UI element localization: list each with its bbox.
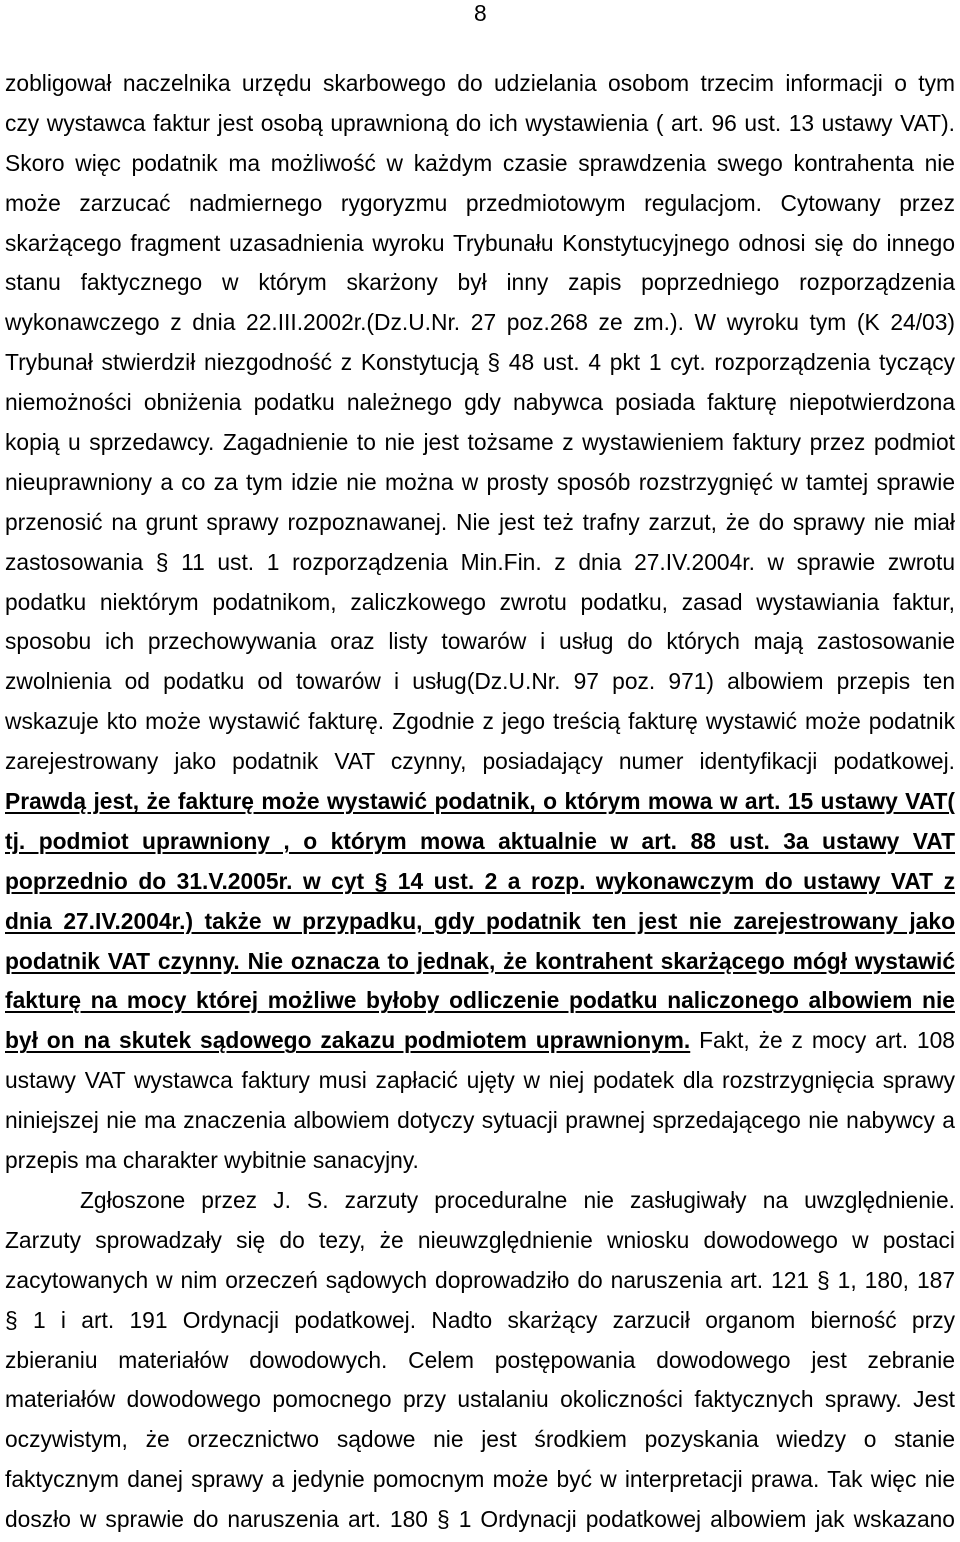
text-line: stanu faktycznego w którym skarżony był inny zapis poprzedniego rozporządzenia	[5, 269, 955, 296]
text-line: zarejestrowany jako podatnik VAT czynny, posiadający numer identyfikacji podatkowej.	[5, 748, 955, 775]
text-line: zbieraniu materiałów dowodowych. Celem postępowania dowodowego jest zebranie	[5, 1346, 955, 1373]
emphasized-text-line: fakturę na mocy której możliwe byłoby odliczenie podatku naliczonego albowiem nie	[5, 987, 955, 1014]
emphasized-text-line: Prawdą jest, że fakturę może wystawić podatnik, o którym mowa w art. 15 ustawy VAT(	[5, 788, 955, 815]
text-line: Trybunał stwierdził niezgodność z Konstytucją § 48 ust. 4 pkt 1 cyt. rozporządzenia tyczący	[5, 349, 955, 376]
text-line: sposobu ich przechowywania oraz listy towarów i usług do których mają zastosowanie	[5, 628, 955, 655]
text-line: skarżącego fragment uzasadnienia wyroku Trybunału Konstytucyjnego odnosi się do innego	[5, 229, 955, 256]
text-line: wykonawczego z dnia 22.III.2002r.(Dz.U.Nr. 27 poz.268 ze zm.). W wyroku tym (K 24/03)	[5, 309, 955, 336]
text-line: przenosić na grunt sprawy rozpoznawanej. Nie jest też trafny zarzut, że do sprawy nie miał	[5, 508, 955, 535]
text-line: podatku niektórym podatnikom, zaliczkowego zwrotu podatku, zasad wystawiania faktur,	[5, 588, 955, 615]
text-line: zastosowania § 11 ust. 1 rozporządzenia Min.Fin. z dnia 27.IV.2004r. w sprawie zwrotu	[5, 548, 955, 575]
paragraph-start-line: Zgłoszone przez J. S. zarzuty proceduralne nie zasługiwały na uwzględnienie.	[80, 1186, 955, 1213]
text-line: zwolnienia od podatku od towarów i usług(Dz.U.Nr. 97 poz. 971) albowiem przepis ten	[5, 668, 955, 695]
emphasized-text: był on na skutek sądowego zakazu podmiotem uprawnionym.	[5, 1027, 691, 1054]
text-line: niniejszej nie ma znaczenia albowiem dotyczy sytuacji prawnej sprzedającego nie nabywcy a	[5, 1107, 955, 1134]
text-line: nieuprawniony a co za tym idzie nie można w prosty sposób rozstrzygnięć w tamtej sprawie	[5, 468, 955, 495]
text-line: zobligował naczelnika urzędu skarbowego do udzielania osobom trzecim informacji o tym	[5, 70, 955, 96]
emphasized-text-line: dnia 27.IV.2004r.) także w przypadku, gdy podatnik ten jest nie zarejestrowany jako	[5, 907, 955, 934]
text-segment: Fakt, że z mocy art. 108	[699, 1027, 955, 1054]
text-line: czy wystawca faktur jest osobą uprawnioną do ich wystawienia ( art. 96 ust. 13 ustawy VAT).	[5, 109, 955, 136]
text-line: niemożności obniżenia podatku należnego gdy nabywca posiada fakturę niepotwierdzona	[5, 389, 955, 416]
page-number: 8	[474, 0, 487, 26]
text-line: wskazuje kto może wystawić fakturę. Zgodnie z jego treścią fakturę wystawić może podatnik	[5, 708, 955, 735]
text-line: Skoro więc podatnik ma możliwość w każdym czasie sprawdzenia swego kontrahenta nie	[5, 149, 955, 176]
emphasized-text-line: tj. podmiot uprawniony , o którym mowa aktualnie w art. 88 ust. 3a ustawy VAT	[5, 827, 955, 854]
paragraph-end-line: przepis ma charakter wybitnie sanacyjny.	[5, 1147, 419, 1174]
text-line: może zarzucać nadmiernego rygoryzmu przedmiotowym regulacjom. Cytowany przez	[5, 189, 955, 216]
text-line: ustawy VAT wystawca faktury musi zapłacić ujęty w niej podatek dla rozstrzygnięcia sprawy	[5, 1067, 955, 1094]
text-line: doszło w sprawie do naruszenia art. 180 § 1 Ordynacji podatkowej albowiem jak wskazano	[5, 1506, 955, 1533]
text-line: kopią u sprzedawcy. Zagadnienie to nie jest tożsame z wystawieniem faktury przez podmiot	[5, 429, 955, 456]
text-line: § 1 i art. 191 Ordynacji podatkowej. Nadto skarżący zarzucił organom bierność przy	[5, 1306, 955, 1333]
text-line: faktycznym danej sprawy a jedynie pomocnym może być w interpretacji prawa. Tak więc nie	[5, 1466, 955, 1493]
emphasized-text-line: podatnik VAT czynny. Nie oznacza to jednak, że kontrahent skarżącego mógł wystawić	[5, 947, 955, 974]
text-line: Zarzuty sprowadzały się do tezy, że nieuwzględnienie wniosku dowodowego w postaci	[5, 1226, 955, 1253]
text-line: materiałów dowodowego pomocnego przy ustalaniu okoliczności faktycznych sprawy. Jest	[5, 1386, 955, 1413]
text-line: oczywistym, że orzecznictwo sądowe nie jest środkiem pozyskania wiedzy o stanie	[5, 1426, 955, 1453]
text-line: zacytowanych w nim orzeczeń sądowych doprowadziło do naruszenia art. 121 § 1, 180, 187	[5, 1266, 955, 1293]
emphasized-text-line: poprzednio do 31.V.2005r. w cyt § 14 ust. 2 a rozp. wykonawczym do ustawy VAT z	[5, 867, 955, 894]
mixed-text-line	[5, 1023, 955, 1057]
document-body	[5, 66, 955, 1542]
